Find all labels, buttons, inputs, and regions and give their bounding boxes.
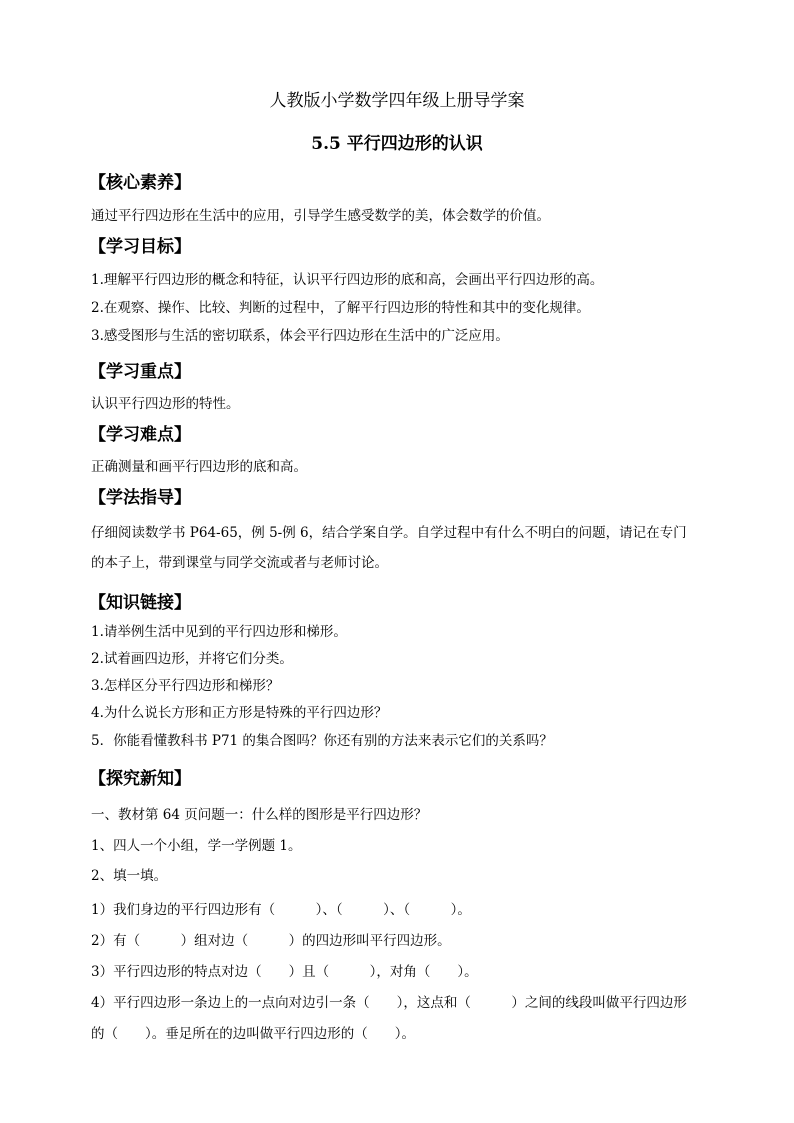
learning-goal-3: 3.感受图形与生活的密切联系，体会平行四边形在生活中的广泛应用。 [91, 328, 509, 344]
heading-study-method: 【学法指导】 [89, 488, 191, 508]
document-title: 人教版小学数学四年级上册导学案 [269, 91, 525, 111]
heading-explore-new: 【探究新知】 [89, 769, 191, 789]
heading-learning-goals: 【学习目标】 [89, 237, 191, 257]
fill-blank-3: 3）平行四边形的特点对边（ ）且（ ），对角（ ）。 [91, 964, 478, 980]
fill-blank-1: 1）我们身边的平行四边形有（ ）、（ ）、（ ）。 [91, 902, 471, 918]
lesson-title: 5.5 平行四边形的认识 [311, 134, 483, 154]
heading-learning-difficulty: 【学习难点】 [89, 425, 191, 445]
learning-focus-line: 认识平行四边形的特性。 [91, 396, 240, 412]
heading-knowledge-links: 【知识链接】 [89, 593, 191, 613]
study-method-line-1: 仔细阅读数学书 P64-65，例 5-例 6，结合学案自学。自学过程中有什么不明白的问题，请记在专门 [91, 525, 687, 541]
explore-line-2: 1、四人一个小组，学一学例题 1。 [91, 838, 302, 854]
knowledge-link-2: 2.试着画四边形，并将它们分类。 [91, 651, 293, 667]
learning-goal-2: 2.在观察、操作、比较、判断的过程中，了解平行四边形的特性和其中的变化规律。 [91, 300, 590, 316]
knowledge-link-5: 5．你能看懂教科书 P71 的集合图吗？你还有别的方法来表示它们的关系吗？ [91, 733, 553, 749]
knowledge-link-4: 4.为什么说长方形和正方形是特殊的平行四边形？ [91, 705, 388, 721]
fill-blank-4-line-1: 4）平行四边形一条边上的一点向对边引一条（ ），这点和（ ）之间的线段叫做平行四边形 [91, 995, 687, 1011]
study-method-line-2: 的本子上，带到课堂与同学交流或者与老师讨论。 [91, 555, 388, 571]
fill-blank-4-line-2: 的（ ）。垂足所在的边叫做平行四边形的（ ）。 [91, 1026, 415, 1042]
knowledge-link-3: 3.怎样区分平行四边形和梯形？ [91, 678, 280, 694]
heading-core-literacy: 【核心素养】 [89, 173, 191, 193]
explore-line-1: 一、教材第 64 页问题一：什么样的图形是平行四边形？ [91, 807, 428, 823]
heading-learning-focus: 【学习重点】 [89, 362, 191, 382]
core-literacy-line-1: 通过平行四边形在生活中的应用，引导学生感受数学的美，体会数学的价值。 [91, 208, 550, 224]
knowledge-link-1: 1.请举例生活中见到的平行四边形和梯形。 [91, 624, 347, 640]
fill-blank-2: 2）有（ ）组对边（ ）的四边形叫平行四边形。 [91, 933, 451, 949]
learning-goal-1: 1.理解平行四边形的概念和特征，认识平行四边形的底和高，会画出平行四边形的高。 [91, 272, 604, 288]
learning-difficulty-line: 正确测量和画平行四边形的底和高。 [91, 459, 307, 475]
explore-line-3: 2、填一填。 [91, 868, 168, 884]
